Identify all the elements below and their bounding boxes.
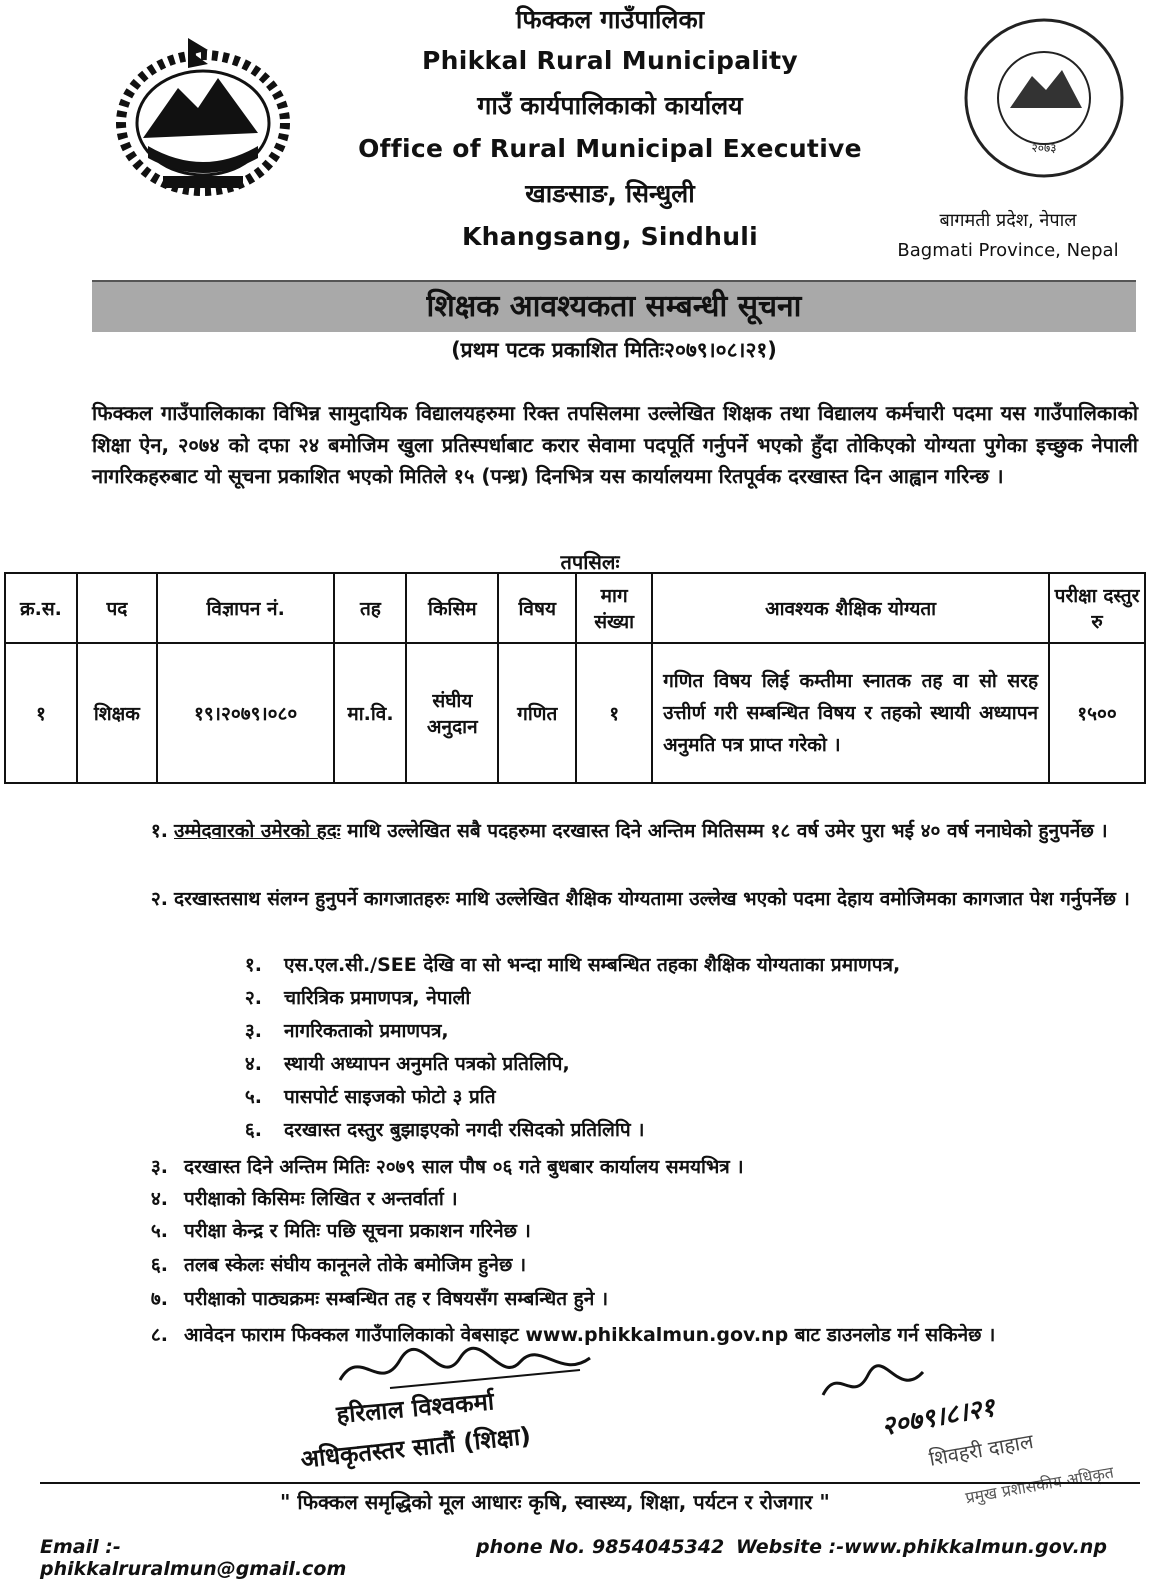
municipality-name-en: Phikkal Rural Municipality xyxy=(422,46,798,75)
doc-3-number: ३. xyxy=(244,1020,262,1042)
cell-advert-no: १९।२०७९।०८० xyxy=(157,643,335,783)
doc-2-text: चारित्रिक प्रमाणपत्र, नेपाली xyxy=(284,987,471,1009)
province-en: Bagmati Province, Nepal xyxy=(897,240,1119,261)
schedule-label: तपसिलः xyxy=(560,550,620,574)
col-header-type: किसिम xyxy=(406,573,498,643)
col-header-advert-no: विज्ञापन नं. xyxy=(157,573,335,643)
footer-slogan: " फिक्कल समृद्धिको मूल आधारः कृषि, स्वास्थ्य, शिक्षा, पर्यटन र रोजगार " xyxy=(280,1490,830,1514)
office-seal-stamp xyxy=(958,12,1130,184)
condition-2-number: २. xyxy=(150,888,168,910)
condition-5-text: परीक्षा केन्द्र र मितिः पछि सूचना प्रकाशन गरिनेछ । xyxy=(184,1220,531,1242)
doc-6-text: दरखास्त दस्तुर बुझाइएको नगदी रसिदको प्रतिलिपि । xyxy=(284,1119,645,1141)
vacancy-table xyxy=(4,572,1146,784)
condition-3-number: ३. xyxy=(150,1156,168,1178)
right-signature-date: २०७९।८।२१ xyxy=(879,1392,998,1443)
condition-1 xyxy=(174,816,1140,846)
notice-title-bar xyxy=(92,280,1136,332)
cell-fee: १५०० xyxy=(1049,643,1145,783)
col-header-level: तह xyxy=(334,573,406,643)
footer-divider xyxy=(40,1482,1140,1484)
signatory-name: हरिलाल विश्वकर्मा xyxy=(335,1387,496,1429)
doc-2-number: २. xyxy=(244,987,262,1009)
office-name-ne: गाउँ कार्यपालिकाको कार्यालय xyxy=(477,91,743,120)
right-stamp-title: प्रमुख प्रशासकीय अधिकृत xyxy=(963,1462,1116,1508)
condition-1-number: १. xyxy=(150,820,168,842)
col-header-serial: क्र.स. xyxy=(5,573,77,643)
condition-1-text: माथि उल्लेखित सबै पदहरुमा दरखास्त दिने अन्तिम मितिसम्म १८ वर्ष उमेर पुरा भई ४० वर्ष ननाघेको हुनुपर्नेछ । xyxy=(347,820,1108,842)
footer-website: Website :-www.phikkalmun.gov.np xyxy=(736,1536,1107,1558)
doc-5-text: पासपोर्ट साइजको फोटो ३ प्रति xyxy=(284,1086,496,1108)
signatory-designation: अधिकृतस्तर सातौं (शिक्षा) xyxy=(299,1421,533,1474)
right-stamp-name: शिवहरी दाहाल xyxy=(927,1428,1036,1471)
table-row xyxy=(5,643,1145,783)
doc-5-number: ५. xyxy=(244,1086,262,1108)
condition-2-text: दरखास्तसाथ संलग्न हुनुपर्ने कागजातहरुः माथि उल्लेखित शैक्षिक योग्यतामा उल्लेख भएको पदमा देहाय वमोजिमका कागजात पेश गर्नुपर्नेछ । xyxy=(174,888,1130,910)
svg-text:२०७३: २०७३ xyxy=(1031,141,1057,155)
footer-email: Email :-phikkalruralmun@gmail.com xyxy=(40,1536,347,1580)
col-header-fee: परीक्षा दस्तुर रु xyxy=(1049,573,1145,643)
doc-3-text: नागरिकताको प्रमाणपत्र, xyxy=(284,1020,449,1042)
location-ne: खाङसाङ, सिन्धुली xyxy=(525,179,695,208)
office-name-en: Office of Rural Municipal Executive xyxy=(358,134,862,163)
cell-subject: गणित xyxy=(498,643,576,783)
col-header-qualification: आवश्यक शैक्षिक योग्यता xyxy=(652,573,1049,643)
notice-body: फिक्कल गाउँपालिकाका विभिन्न सामुदायिक विद्यालयहरुमा रिक्त तपसिलमा उल्लेखित शिक्षक तथा विद्यालय कर्मचारी पदमा यस गाउँपालिकाको शिक्षा ऐन, २०७४ को दफा २४ बमोजिम खुला प्रतिस्पर्धाबाट करार सेवामा पदपूर्ति गर्नुपर्ने भएको हुँदा तोकिएको योग्यता पुगेका इच्छुक नेपाली नागरिकहरुबाट यो सूचना प्रकाशित भएको मितिले १५ (पन्ध्र) दिनभित्र यस कार्यालयमा रितपूर्वक दरखास्त दिन आह्वान गरिन्छ । xyxy=(92,401,1138,488)
municipality-name-ne: फिक्कल गाउँपालिका xyxy=(515,5,705,34)
condition-8-number: ८. xyxy=(150,1324,168,1346)
cell-post: शिक्षक xyxy=(77,643,157,783)
col-header-demand: माग संख्या xyxy=(576,573,652,643)
condition-7-number: ७. xyxy=(150,1288,168,1310)
condition-4-number: ४. xyxy=(150,1188,168,1210)
cell-level: मा.वि. xyxy=(334,643,406,783)
condition-3-text: दरखास्त दिने अन्तिम मितिः २०७९ साल पौष ०६ गते बुधबार कार्यालय समयभित्र । xyxy=(184,1156,744,1178)
doc-1-number: १. xyxy=(244,954,262,976)
cell-serial: १ xyxy=(5,643,77,783)
doc-4-text: स्थायी अध्यापन अनुमति पत्रको प्रतिलिपि, xyxy=(284,1053,570,1075)
nepal-emblem-logo xyxy=(108,28,298,198)
doc-1-text: एस.एल.सी./SEE देखि वा सो भन्दा माथि सम्बन्धित तहका शैक्षिक योग्यताका प्रमाणपत्र, xyxy=(284,954,901,976)
condition-5-number: ५. xyxy=(150,1220,168,1242)
cell-type: संघीय अनुदान xyxy=(406,643,498,783)
footer-phone: phone No. 9854045342 xyxy=(476,1536,725,1558)
province-ne: बागमती प्रदेश, नेपाल xyxy=(939,210,1077,231)
table-header-row xyxy=(5,573,1145,643)
condition-4-text: परीक्षाको किसिमः लिखित र अन्तर्वार्ता । xyxy=(184,1188,458,1210)
cell-qualification: गणित विषय लिई कम्तीमा स्नातक तह वा सो सरह उत्तीर्ण गरी सम्बन्धित विषय र तहको स्थायी अध्यापन अनुमति पत्र प्राप्त गरेको । xyxy=(652,643,1049,783)
doc-6-number: ६. xyxy=(244,1119,262,1141)
condition-6-number: ६. xyxy=(150,1254,168,1276)
col-header-post: पद xyxy=(77,573,157,643)
condition-1-label: उम्मेदवारको उमेरको हदः xyxy=(174,820,341,842)
notice-title: शिक्षक आवश्यकता सम्बन्धी सूचना xyxy=(426,289,802,324)
condition-8-text: आवेदन फाराम फिक्कल गाउँपालिकाको वेबसाइट www.phikkalmun.gov.np बाट डाउनलोड गर्न सकिनेछ । xyxy=(184,1324,996,1346)
condition-6-text: तलब स्केलः संघीय कानूनले तोके बमोजिम हुनेछ । xyxy=(184,1254,527,1276)
cell-demand: १ xyxy=(576,643,652,783)
col-header-subject: विषय xyxy=(498,573,576,643)
notice-subtitle: (प्रथम पटक प्रकाशित मितिः२०७९।०८।२१) xyxy=(451,338,777,362)
location-en: Khangsang, Sindhuli xyxy=(461,222,759,251)
condition-7-text: परीक्षाको पाठ्यक्रमः सम्बन्धित तह र विषयसँग सम्बन्धित हुने । xyxy=(184,1288,609,1310)
doc-4-number: ४. xyxy=(244,1053,262,1075)
